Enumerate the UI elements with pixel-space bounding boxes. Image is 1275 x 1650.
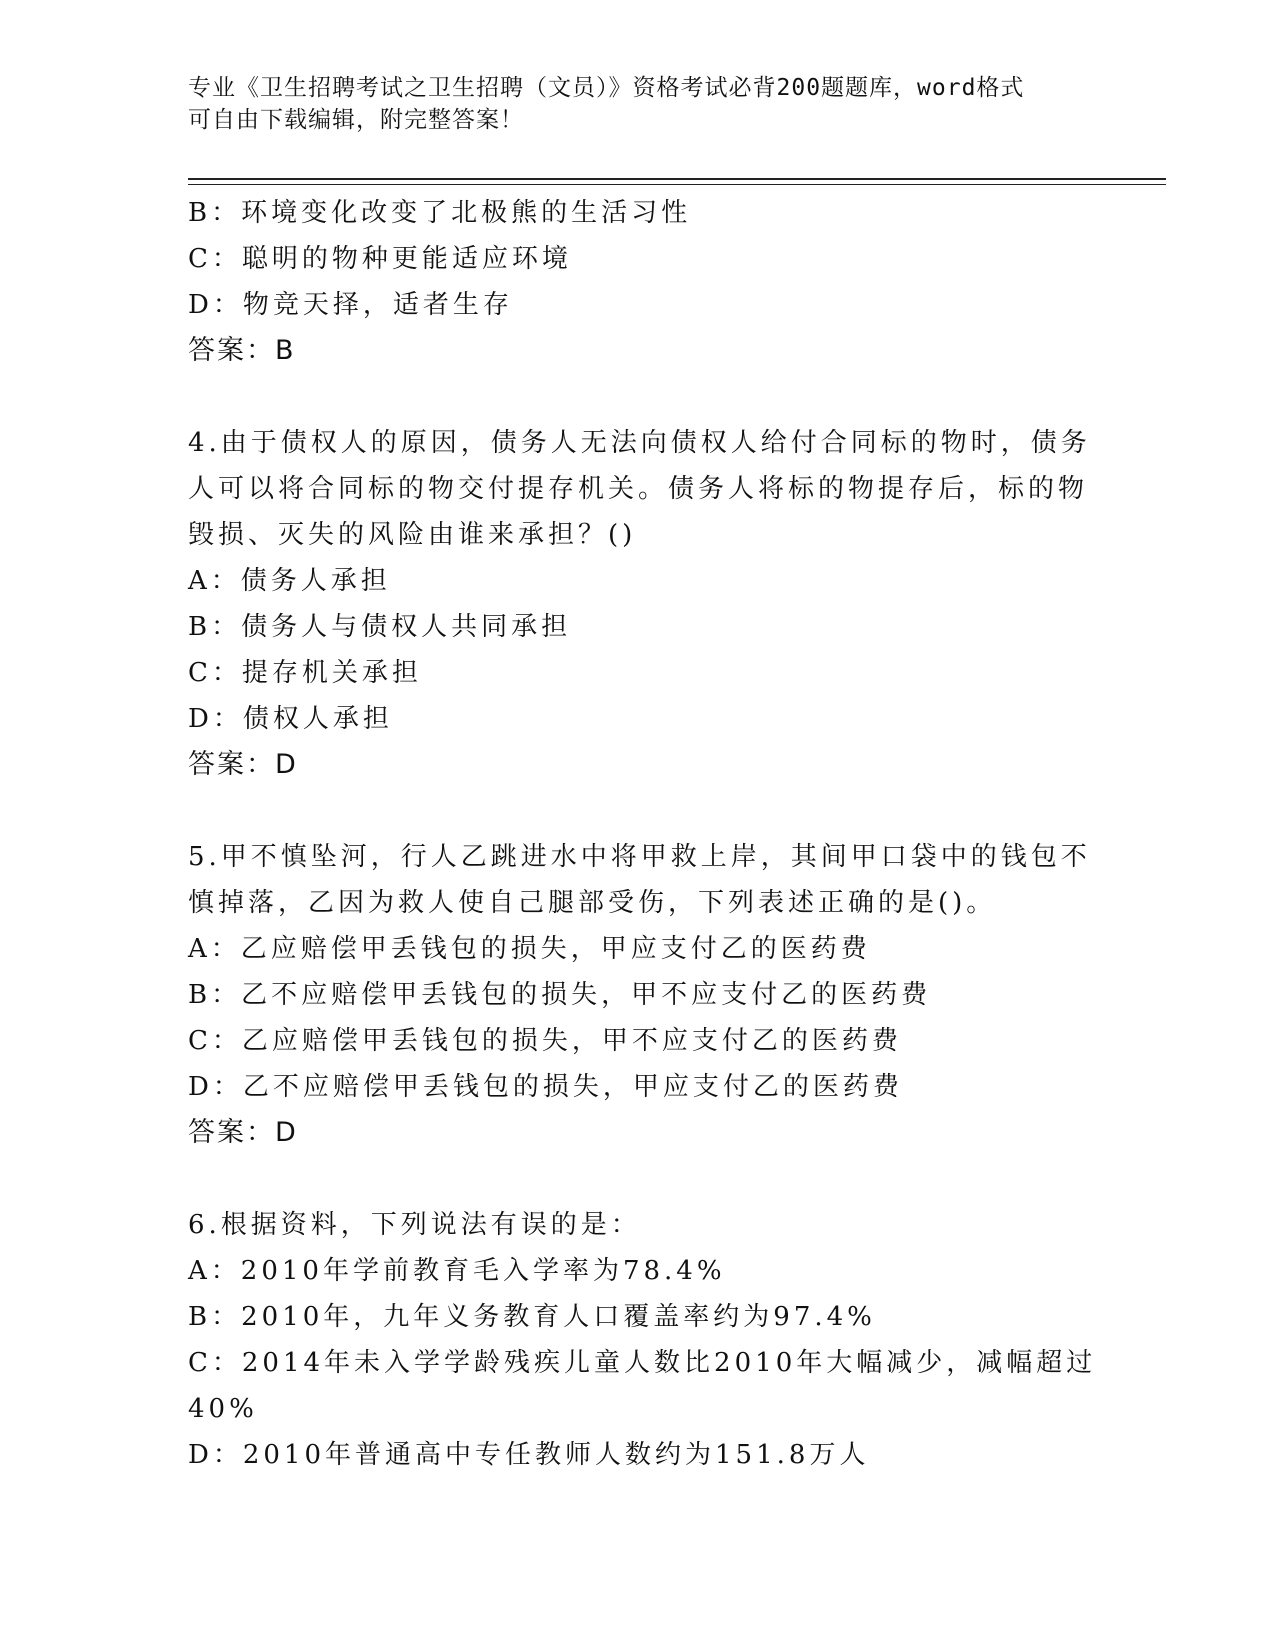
option-b: B：债务人与债权人共同承担 — [188, 612, 572, 642]
option-d: D：乙不应赔偿甲丢钱包的损失，甲应支付乙的医药费 — [188, 1072, 903, 1102]
question-text-line: 人可以将合同标的物交付提存机关。债务人将标的物提存后，标的物 — [188, 474, 1089, 504]
spacer — [188, 788, 1068, 834]
header-rule-thick — [188, 178, 1166, 180]
question-text-line: 毁损、灭失的风险由谁来承担？() — [188, 520, 637, 550]
header-line-2: 可自由下载编辑，附完整答案！ — [188, 107, 524, 133]
option-d: D：2010年普通高中专任教师人数约为151.8万人 — [188, 1440, 870, 1470]
answer-label: 答案：D — [188, 1117, 298, 1148]
spacer — [188, 374, 1068, 420]
header-line-1: 专业《卫生招聘考试之卫生招聘（文员）》资格考试必背200题题库，word格式 — [188, 75, 1025, 101]
option-b: B：2010年，九年义务教育人口覆盖率约为97.4% — [188, 1302, 876, 1332]
question-5 — [188, 834, 1091, 1156]
option-c-continued: 40% — [188, 1394, 258, 1424]
question-4 — [188, 420, 1091, 788]
question-text-line: 5.甲不慎坠河，行人乙跳进水中将甲救上岸，其间甲口袋中的钱包不 — [188, 842, 1091, 872]
option-c: C：乙应赔偿甲丢钱包的损失，甲不应支付乙的医药费 — [188, 1026, 902, 1056]
question-text-line: 慎掉落，乙因为救人使自己腿部受伤，下列表述正确的是()。 — [188, 888, 997, 918]
option-c: C：聪明的物种更能适应环境 — [188, 244, 572, 274]
question-3-tail — [188, 190, 1068, 374]
option-c: C：2014年未入学学龄残疾儿童人数比2010年大幅减少，减幅超过 — [188, 1348, 1097, 1378]
option-c: C：提存机关承担 — [188, 658, 422, 688]
option-a: A：乙应赔偿甲丢钱包的损失，甲应支付乙的医药费 — [188, 934, 871, 964]
question-text-line: 6.根据资料，下列说法有误的是： — [188, 1210, 641, 1240]
header-rule-thin — [188, 184, 1166, 185]
option-a: A：债务人承担 — [188, 566, 391, 596]
option-d: D：物竞天择，适者生存 — [188, 290, 513, 320]
option-a: A：2010年学前教育毛入学率为78.4% — [188, 1256, 726, 1286]
option-b: B：环境变化改变了北极熊的生活习性 — [188, 198, 692, 228]
answer-label: 答案：D — [188, 749, 298, 780]
question-text-line: 4.由于债权人的原因，债务人无法向债权人给付合同标的物时，债务 — [188, 428, 1091, 458]
question-6 — [188, 1202, 1097, 1478]
document-header — [188, 72, 1068, 136]
answer-label: 答案：B — [188, 335, 296, 366]
spacer — [188, 1156, 1068, 1202]
question-content — [188, 190, 1097, 1478]
option-b: B：乙不应赔偿甲丢钱包的损失，甲不应支付乙的医药费 — [188, 980, 932, 1010]
option-d: D：债权人承担 — [188, 704, 393, 734]
